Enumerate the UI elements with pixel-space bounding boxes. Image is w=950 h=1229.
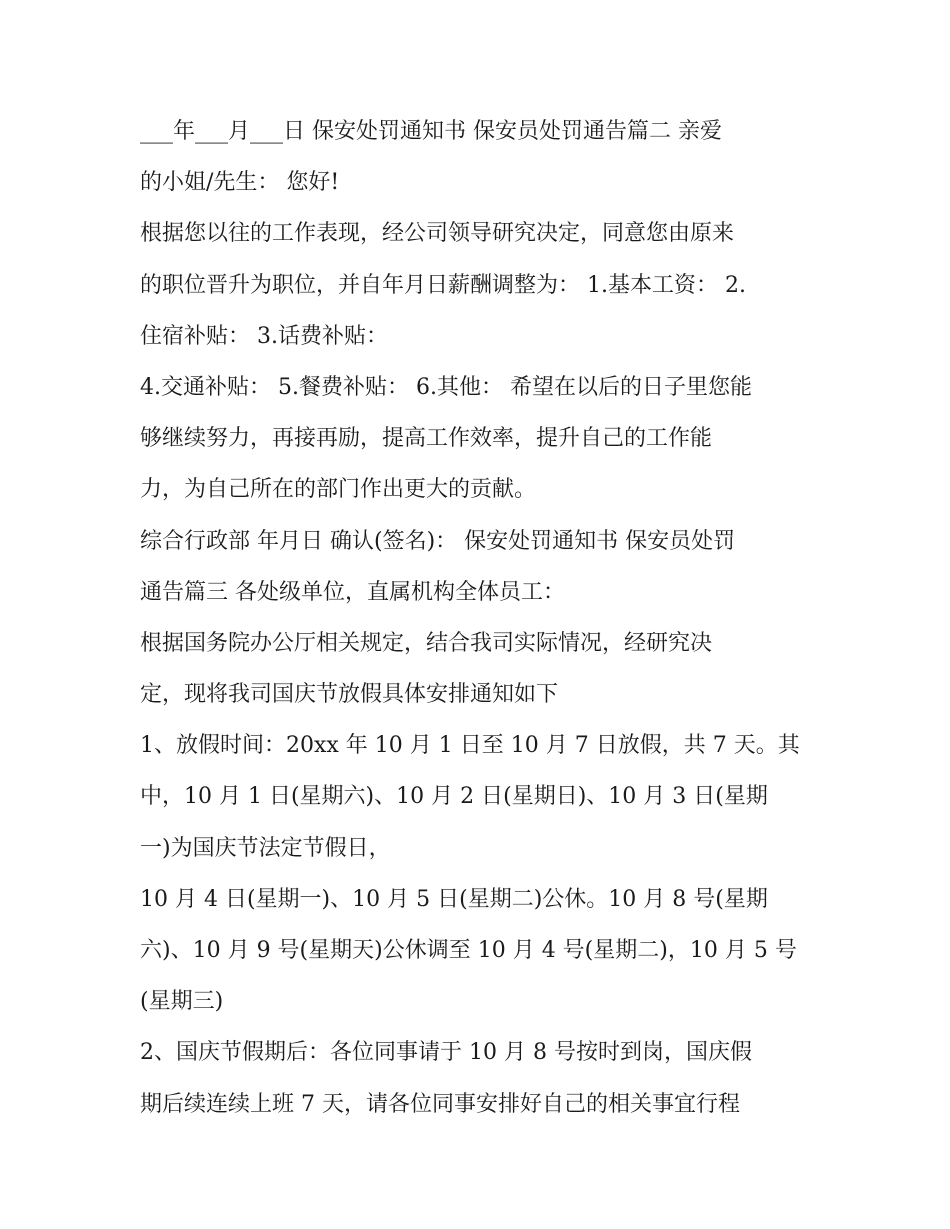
text-line: 定，现将我司国庆节放假具体安排通知如下 [140, 682, 559, 708]
text-line: 根据国务院办公厅相关规定，结合我司实际情况，经研究决 [140, 630, 713, 656]
text-line: 够继续努力，再接再励，提高工作效率，提升自己的工作能 [140, 426, 713, 452]
text-line: 的小姐/先生： 您好! [140, 170, 340, 196]
text-line: 10 月 4 日(星期一)、10 月 5 日(星期二)公休。10 月 8 号(星期 [140, 886, 768, 912]
text-line: ___年___月___日 保安处罚通知书 保安员处罚通告篇二 亲爱 [140, 119, 722, 144]
text-line: 力，为自己所在的部门作出更大的贡献。 [140, 477, 537, 503]
text-line: 期后续连续上班 7 天，请各位同事安排好自己的相关事宜行程 [140, 1091, 740, 1117]
text-line: 综合行政部 年月日 确认(签名)： 保安处罚通知书 保安员处罚 [140, 528, 736, 554]
text-line: 1、放假时间：20xx 年 10 月 1 日至 10 月 7 日放假，共 7 天。其 [140, 733, 800, 759]
text-line: 中，10 月 1 日(星期六)、10 月 2 日(星期日)、10 月 3 日(星期 [140, 784, 768, 810]
text-line: 通告篇三 各处级单位，直属机构全体员工： [140, 579, 565, 605]
text-line: 六)、10 月 9 号(星期天)公休调至 10 月 4 号(星期二)，10 月 5 号 [140, 938, 797, 963]
text-line: 根据您以往的工作表现，经公司领导研究决定，同意您由原来 [140, 221, 735, 247]
text-line: 住宿补贴： 3.话费补贴： [140, 323, 388, 349]
document-body [140, 106, 812, 1130]
text-line: 的职位晋升为职位，并自年月日薪酬调整为： 1.基本工资： 2. [140, 272, 746, 298]
text-line: 2、国庆节假期后：各位同事请于 10 月 8 号按时到岗，国庆假 [140, 1040, 752, 1066]
text-line: 一)为国庆节法定节假日， [140, 835, 391, 861]
text-line: (星期三) [140, 989, 224, 1015]
text-line: 4.交通补贴： 5.餐费补贴： 6.其他： 希望在以后的日子里您能 [140, 374, 752, 400]
